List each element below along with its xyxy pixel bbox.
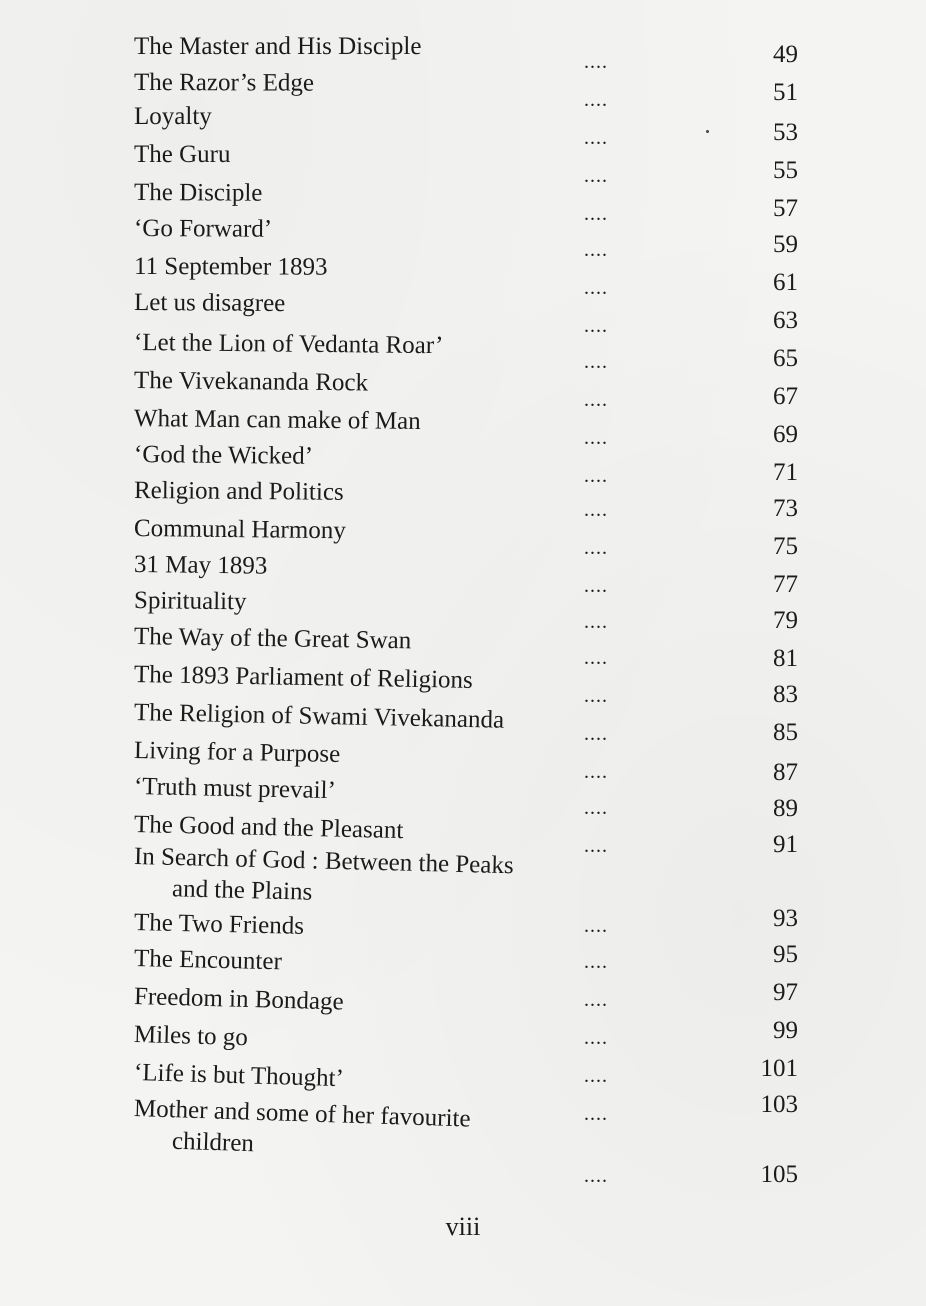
toc-leader-dots: ....	[584, 499, 608, 521]
toc-entry-title: The Religion of Swami Vivekananda	[133, 699, 505, 734]
toc-entry-title: Spirituality	[133, 587, 247, 616]
toc-leader-dots: ....	[584, 647, 608, 669]
toc-entry-title: Freedom in Bondage	[133, 983, 344, 1016]
toc-leader-dots: ....	[584, 427, 608, 449]
toc-leader-dots: ....	[584, 165, 608, 187]
toc-leader-dots: ....	[584, 989, 608, 1011]
toc-leader-dots: ....	[584, 915, 608, 937]
toc-entry-title-continuation: and the Plains	[171, 875, 313, 906]
toc-page-number: 101	[760, 1055, 798, 1082]
toc-page-number: 85	[773, 719, 798, 746]
toc-entry-title: The Way of the Great Swan	[133, 623, 412, 655]
toc-leader-dots: ....	[584, 1165, 608, 1187]
toc-page-number: 89	[773, 795, 798, 822]
toc-leader-dots: ....	[584, 51, 608, 73]
toc-page-number: 53	[773, 119, 798, 146]
toc-page-number: 79	[773, 607, 798, 634]
toc-page-number: 69	[773, 421, 798, 448]
toc-entry-title: ‘God the Wicked’	[133, 441, 314, 470]
toc-page-number: 49	[773, 41, 798, 68]
toc-entry-title: The Guru	[134, 141, 231, 168]
toc-page-number: 55	[773, 157, 798, 184]
toc-page-number: 67	[773, 383, 798, 410]
toc-leader-dots: ....	[584, 1065, 608, 1087]
toc-entry-title: 11 September 1893	[133, 253, 328, 281]
toc-page-number: 99	[773, 1017, 798, 1044]
toc-page-number: 97	[773, 979, 798, 1006]
toc-entry-title: Let us disagree	[133, 289, 286, 318]
toc-page-number: 61	[773, 269, 798, 296]
toc-page-number: 51	[773, 79, 798, 106]
toc-leader-dots: ....	[584, 465, 608, 487]
toc-page-number: 73	[773, 495, 798, 522]
toc-page-number: 77	[773, 571, 798, 598]
toc-entry-title: Communal Harmony	[133, 515, 346, 545]
toc-leader-dots: ....	[584, 1027, 608, 1049]
toc-leader-dots: ....	[584, 761, 608, 783]
toc-leader-dots: ....	[584, 835, 608, 857]
toc-page-number: 105	[760, 1161, 798, 1188]
toc-entry-title: The Razor’s Edge	[133, 69, 315, 97]
toc-page-number: 103	[760, 1091, 798, 1118]
toc-page-number: 75	[773, 533, 798, 560]
print-speck	[706, 130, 709, 133]
toc-leader-dots: ....	[584, 203, 608, 225]
toc-page-number: 81	[773, 645, 798, 672]
toc-leader-dots: ....	[584, 389, 608, 411]
toc-leader-dots: ....	[584, 951, 608, 973]
toc-page-number: 65	[773, 345, 798, 372]
toc-leader-dots: ....	[584, 239, 608, 261]
toc-entry-title: The Two Friends	[133, 909, 305, 940]
toc-entry-title: Living for a Purpose	[133, 737, 341, 768]
toc-leader-dots: ....	[584, 611, 608, 633]
toc-entry-title: What Man can make of Man	[133, 405, 421, 436]
toc-entry-title: Miles to go	[133, 1021, 249, 1052]
toc-leader-dots: ....	[584, 723, 608, 745]
toc-entry-title: The Master and His Disciple	[134, 33, 422, 60]
toc-entry-title: 31 May 1893	[133, 551, 268, 580]
page-folio: viii	[445, 1212, 481, 1241]
toc-leader-dots: ....	[584, 685, 608, 707]
toc-leader-dots: ....	[584, 127, 608, 149]
toc-leader-dots: ....	[584, 315, 608, 337]
toc-leader-dots: ....	[584, 351, 608, 373]
toc-entry-title: ‘Let the Lion of Vedanta Roar’	[133, 329, 444, 360]
toc-entry-title: ‘Truth must prevail’	[133, 773, 337, 805]
toc-page-number: 71	[773, 459, 798, 486]
toc-page-number: 91	[773, 831, 798, 858]
toc-entry-title: In Search of God : Between the Peaks	[133, 843, 514, 880]
toc-page-number: 83	[773, 681, 798, 708]
toc-page-number: 57	[773, 195, 798, 222]
toc-leader-dots: ....	[584, 797, 608, 819]
toc-leader-dots: ....	[584, 1103, 608, 1125]
toc-page-number: 59	[773, 231, 798, 258]
toc-entry-title: The Encounter	[133, 945, 283, 976]
toc-entry-title-continuation: children	[171, 1127, 255, 1158]
toc-entry-title: ‘Go Forward’	[133, 215, 273, 243]
toc-entry-title: The 1893 Parliament of Religions	[133, 661, 474, 694]
toc-leader-dots: ....	[584, 575, 608, 597]
toc-page-number: 63	[773, 307, 798, 334]
toc-entry-title: The Vivekananda Rock	[133, 367, 369, 397]
toc-page-number: 87	[773, 759, 798, 786]
toc-entry-title: Mother and some of her favourite	[133, 1095, 471, 1133]
toc-leader-dots: ....	[584, 277, 608, 299]
toc-leader-dots: ....	[584, 89, 608, 111]
toc-page-number: 95	[773, 941, 798, 968]
toc-entry-title: Loyalty	[134, 103, 212, 130]
toc-entry-title: The Good and the Pleasant	[133, 811, 404, 845]
toc-entry-title: The Disciple	[133, 179, 263, 207]
toc-page-number: 93	[773, 905, 798, 932]
toc-leader-dots: ....	[584, 537, 608, 559]
toc-entry-title: ‘Life is but Thought’	[133, 1059, 345, 1093]
toc-entry-title: Religion and Politics	[133, 477, 344, 506]
